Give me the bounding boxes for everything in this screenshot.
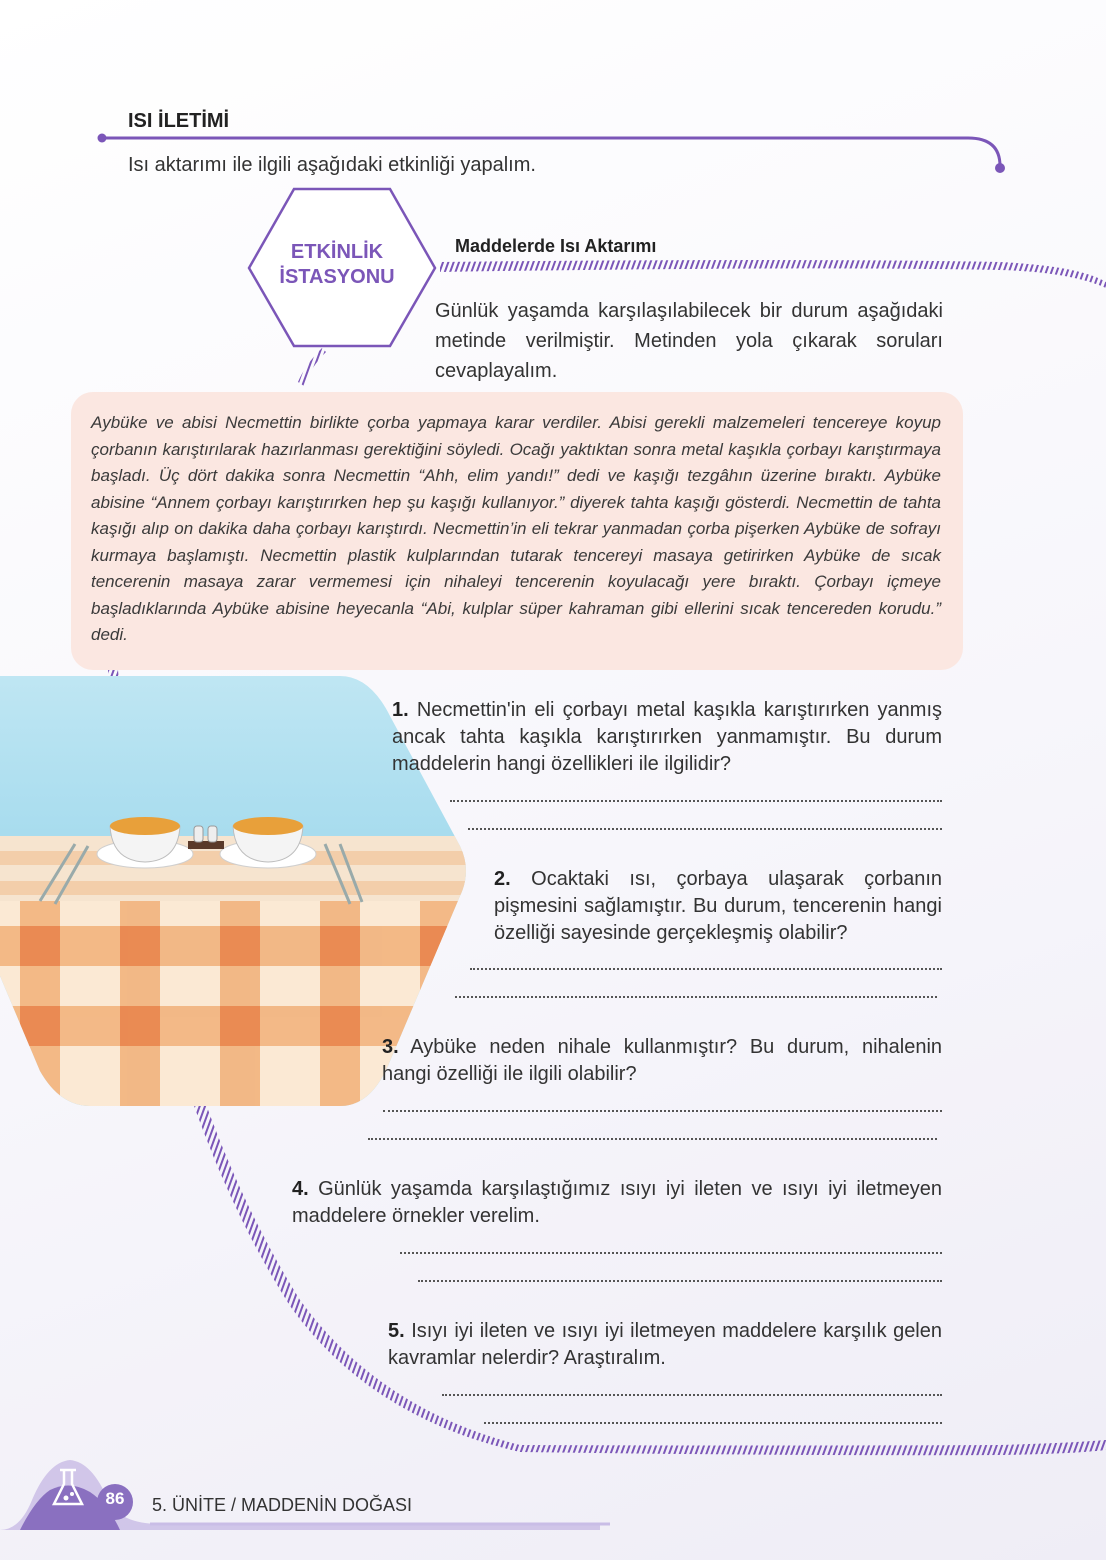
section-intro: Isı aktarımı ile ilgili aşağıdaki etkinliği yapalım. [128,154,536,176]
question-text: Aybüke neden nihale kullanmıştır? Bu durum, nihalenin hangi özelliği ile ilgili olabilir? [382,1036,943,1085]
question-text: Necmettin'in eli çorbayı metal kaşıkla karıştırırken yanmış ancak tahta kaşıkla karıştırırken yanmamıştır. Bu durum maddelerin hangi özellikleri ile ilgilidir? [392,699,943,775]
hatch-band-bottom [520,1440,1106,1455]
badge-line-1: ETKİNLİK [290,241,384,263]
question-number: 5. [388,1320,405,1342]
question-5 [388,1318,942,1372]
answer-line[interactable] [470,966,942,970]
story-box [71,392,963,670]
answer-line[interactable] [400,1250,942,1254]
question-text: Isıyı iyi ileten ve ısıyı iyi iletmeyen maddelere karşılık gelen kavramlar nelerdir? Araştıralım. [388,1320,943,1369]
question-number: 3. [382,1036,399,1058]
question-4 [292,1176,942,1230]
hatch-band-top [440,260,1106,288]
question-1 [392,697,942,778]
question-text: Günlük yaşamda karşılaştığımız ısıyı iyi ileten ve ısıyı iyi iletmeyen maddelere örnekler verelim. [292,1178,943,1227]
answer-line[interactable] [368,1136,937,1140]
badge-line-2: İSTASYONU [279,266,395,288]
section-title: ISI İLETİMİ [128,110,230,132]
question-text: Ocaktaki ısı, çorbaya ulaşarak çorbanın pişmesini sağlamıştır. Bu durum, tencerenin hangi özelliği sayesinde gerçekleşmiş olabilir? [494,868,942,944]
answer-line[interactable] [450,798,942,802]
answer-line[interactable] [484,1420,942,1424]
answer-line[interactable] [418,1278,942,1282]
answer-line[interactable] [383,1108,942,1112]
question-3 [382,1034,942,1088]
question-number: 1. [392,699,409,721]
question-2 [494,866,942,947]
unit-label: 5. ÜNİTE / MADDENİN DOĞASI [152,1495,413,1515]
answer-line[interactable] [468,826,942,830]
question-number: 4. [292,1178,309,1200]
answer-line[interactable] [455,994,937,998]
activity-title: Maddelerde Isı Aktarımı [455,236,657,256]
question-number: 2. [494,868,511,890]
answer-line[interactable] [442,1392,942,1396]
page-number: 86 [105,1489,125,1508]
activity-description: Günlük yaşamda karşılaşılabilecek bir durum aşağıdaki metinde verilmiştir. Metinden yola çıkarak soruları cevaplayalım. [435,300,943,382]
activity-badge-label [262,240,412,290]
story-text: Aybüke ve abisi Necmettin birlikte çorba yapmaya karar verdiler. Abisi gerekli malzemeleri tencereye koyup çorbanın karıştırılarak hazırlanması gerektiğini söyledi. Ocağı yaktıktan sonra metal kaşıkla çorbayı karıştırmaya başladı. Üç dört dakika sonra Necmettin “Ahh, elim yandı!” dedi ve kaşığı tezgâhın üzerine bıraktı. Aybüke abisine “Annem çorbayı karıştırırken hep şu kaşığı kullanıyor.” diyerek tahta kaşığı gösterdi. Necmettin de tahta kaşığı alıp on dakika daha çorbayı karıştırdı. Necmettin’in eli tekrar yanmadan çorba pişerken Aybüke de sofrayı kurmaya başlamıştı. Necmettin plastik kulplarından tutarak tencereyi masaya getirirken Aybüke de sıcak tencerenin masaya zarar vermemesi için nihaleyi tencerenin koyulacağı yere bıraktı. Çorbayı içmeye başladıklarında Aybüke abisine heyecanla “Abi, kulplar süper kahraman gibi ellerini sıcak tencereden korudu.” dedi. [91,413,941,644]
